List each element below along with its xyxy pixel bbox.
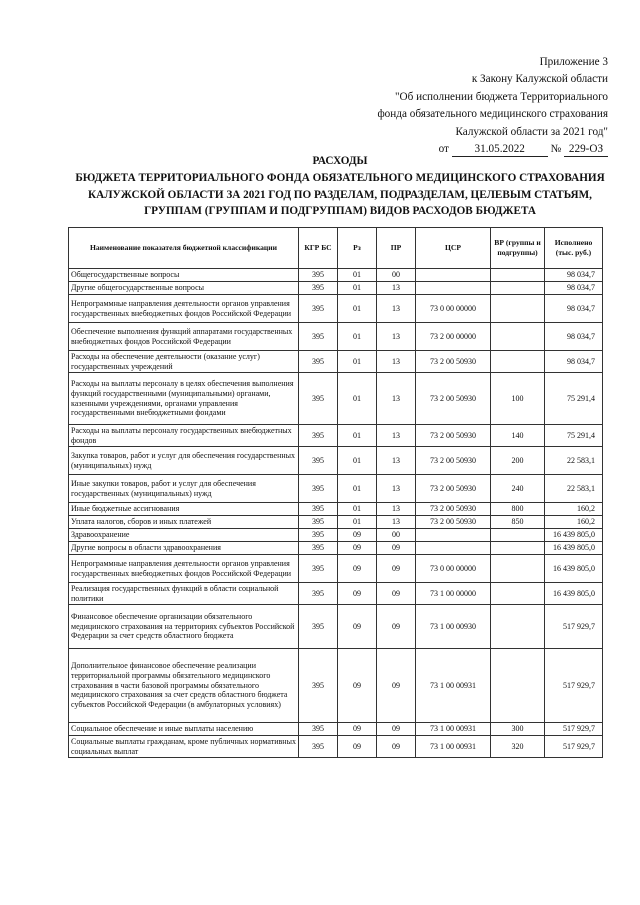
cell-name: Расходы на выплаты персоналу в целях обеспечения выполнения функций государственными (муниципальными) органами, казенными учреждениями, органами управления государственными внебюджетными фондами [69,373,299,425]
title-line-3: ГРУППАМ (ГРУППАМ И ПОДГРУППАМ) ВИДОВ РАСХОДОВ БЮДЖЕТА [144,205,536,218]
table-row [69,736,603,758]
cell-name: Социальное обеспечение и иные выплаты населению [69,723,299,736]
cell-pr: 09 [377,605,416,649]
cell-pr: 09 [377,555,416,583]
appendix-law-reference: к Закону Калужской области [471,73,608,86]
header-kgrbs: КГР БС [299,228,338,269]
appendix-header [377,54,608,158]
title-line-2: КАЛУЖСКОЙ ОБЛАСТИ ЗА 2021 ГОД ПО РАЗДЕЛАМ, ПОДРАЗДЕЛАМ, ЦЕЛЕВЫМ СТАТЬЯМ, [88,188,592,201]
cell-csr [416,282,491,295]
cell-vr [491,282,545,295]
cell-pr: 09 [377,542,416,555]
cell-amount: 22 583,1 [545,447,603,475]
title-line-1: БЮДЖЕТА ТЕРРИТОРИАЛЬНОГО ФОНДА ОБЯЗАТЕЛЬНОГО МЕДИЦИНСКОГО СТРАХОВАНИЯ [75,172,605,185]
cell-rz: 01 [338,323,377,351]
table-row [69,373,603,425]
expenses-table [68,227,603,758]
cell-pr: 13 [377,516,416,529]
cell-name: Обеспечение выполнения функций аппаратами государственных внебюджетных фондов Российской Федерации [69,323,299,351]
cell-csr: 73 2 00 50930 [416,447,491,475]
cell-amount: 160,2 [545,516,603,529]
cell-kgrbs: 395 [299,323,338,351]
cell-csr: 73 2 00 50930 [416,351,491,373]
cell-rz: 09 [338,542,377,555]
cell-name: Уплата налогов, сборов и иных платежей [69,516,299,529]
cell-csr: 73 2 00 00000 [416,323,491,351]
cell-kgrbs: 395 [299,529,338,542]
cell-vr [491,649,545,723]
cell-csr: 73 1 00 00931 [416,736,491,758]
cell-vr [491,542,545,555]
cell-pr: 13 [377,351,416,373]
cell-rz: 09 [338,529,377,542]
cell-kgrbs: 395 [299,503,338,516]
cell-vr: 100 [491,373,545,425]
cell-amount: 98 034,7 [545,351,603,373]
header-csr: ЦСР [416,228,491,269]
cell-vr [491,323,545,351]
title-heading: РАСХОДЫ [312,155,368,167]
cell-csr: 73 2 00 50930 [416,425,491,447]
cell-csr: 73 0 00 00000 [416,295,491,323]
cell-pr: 09 [377,583,416,605]
cell-pr: 09 [377,649,416,723]
cell-amount: 98 034,7 [545,282,603,295]
cell-pr: 00 [377,529,416,542]
cell-vr [491,555,545,583]
cell-kgrbs: 395 [299,542,338,555]
cell-name: Расходы на выплаты персоналу государственных внебюджетных фондов [69,425,299,447]
cell-csr: 73 1 00 00930 [416,605,491,649]
cell-kgrbs: 395 [299,447,338,475]
cell-pr: 13 [377,425,416,447]
table-row [69,269,603,282]
document-title [60,153,620,220]
cell-pr: 13 [377,323,416,351]
cell-rz: 09 [338,736,377,758]
cell-vr: 850 [491,516,545,529]
cell-rz: 01 [338,351,377,373]
cell-rz: 09 [338,605,377,649]
cell-rz: 01 [338,516,377,529]
cell-rz: 01 [338,425,377,447]
table-row [69,516,603,529]
cell-name: Общегосударственные вопросы [69,269,299,282]
cell-kgrbs: 395 [299,475,338,503]
cell-rz: 09 [338,723,377,736]
cell-kgrbs: 395 [299,351,338,373]
table-row [69,529,603,542]
cell-pr: 13 [377,475,416,503]
cell-vr: 300 [491,723,545,736]
cell-name: Непрограммные направления деятельности органов управления государственных внебюджетных фондов Российской Федерации [69,555,299,583]
cell-pr: 00 [377,269,416,282]
table-row [69,583,603,605]
cell-amount: 517 929,7 [545,736,603,758]
cell-vr [491,295,545,323]
cell-rz: 09 [338,583,377,605]
table-header-row [69,228,603,269]
table-row [69,649,603,723]
law-number: 229-ОЗ [564,143,608,157]
table-row [69,475,603,503]
cell-amount: 98 034,7 [545,269,603,282]
table-row [69,425,603,447]
cell-kgrbs: 395 [299,736,338,758]
cell-csr [416,542,491,555]
cell-name: Иные бюджетные ассигнования [69,503,299,516]
cell-kgrbs: 395 [299,723,338,736]
cell-csr: 73 1 00 00000 [416,583,491,605]
from-label: от [438,143,449,156]
cell-name: Другие общегосударственные вопросы [69,282,299,295]
cell-vr [491,605,545,649]
cell-rz: 01 [338,373,377,425]
table-row [69,555,603,583]
cell-amount: 16 439 805,0 [545,583,603,605]
table-row [69,503,603,516]
table-row [69,295,603,323]
table-row [69,723,603,736]
cell-vr: 320 [491,736,545,758]
cell-amount: 98 034,7 [545,323,603,351]
cell-name: Финансовое обеспечение организации обязательного медицинского страхования на территориях субъектов Российской Федерации за счет средств областного бюджета [69,605,299,649]
cell-kgrbs: 395 [299,373,338,425]
cell-pr: 09 [377,723,416,736]
cell-kgrbs: 395 [299,583,338,605]
cell-csr: 73 2 00 50930 [416,475,491,503]
cell-pr: 13 [377,282,416,295]
cell-amount: 16 439 805,0 [545,529,603,542]
cell-kgrbs: 395 [299,295,338,323]
appendix-law-title-3: Калужской области за 2021 год" [455,125,608,138]
cell-name: Иные закупки товаров, работ и услуг для обеспечения государственных (муниципальных) нужд [69,475,299,503]
cell-csr: 73 1 00 00931 [416,723,491,736]
appendix-number: Приложение 3 [539,56,608,68]
cell-kgrbs: 395 [299,516,338,529]
cell-vr: 200 [491,447,545,475]
cell-csr [416,529,491,542]
number-label: № [550,143,562,156]
appendix-law-title-1: "Об исполнении бюджета Территориального [394,90,608,103]
cell-pr: 13 [377,447,416,475]
cell-kgrbs: 395 [299,605,338,649]
cell-amount: 517 929,7 [545,649,603,723]
cell-name: Непрограммные направления деятельности органов управления государственных внебюджетных фондов Российской Федерации [69,295,299,323]
cell-name: Социальные выплаты гражданам, кроме публичных нормативных социальных выплат [69,736,299,758]
cell-csr: 73 0 00 00000 [416,555,491,583]
cell-vr: 240 [491,475,545,503]
cell-amount: 517 929,7 [545,605,603,649]
header-name: Наименование показателя бюджетной классификации [69,228,299,269]
cell-amount: 22 583,1 [545,475,603,503]
cell-pr: 13 [377,295,416,323]
cell-name: Расходы на обеспечение деятельности (оказание услуг) государственных учреждений [69,351,299,373]
cell-rz: 01 [338,503,377,516]
cell-name: Здравоохранение [69,529,299,542]
header-executed: Исполнено (тыс. руб.) [545,228,603,269]
cell-amount: 160,2 [545,503,603,516]
table-row [69,542,603,555]
cell-kgrbs: 395 [299,269,338,282]
cell-csr: 73 1 00 00931 [416,649,491,723]
law-date: 31.05.2022 [452,143,548,157]
cell-csr: 73 2 00 50930 [416,373,491,425]
cell-rz: 01 [338,447,377,475]
cell-amount: 16 439 805,0 [545,542,603,555]
cell-vr [491,583,545,605]
cell-rz: 01 [338,282,377,295]
header-rz: Рз [338,228,377,269]
cell-kgrbs: 395 [299,649,338,723]
cell-csr: 73 2 00 50930 [416,516,491,529]
cell-kgrbs: 395 [299,282,338,295]
table-row [69,605,603,649]
cell-vr [491,269,545,282]
cell-amount: 517 929,7 [545,723,603,736]
cell-csr: 73 2 00 50930 [416,503,491,516]
cell-rz: 01 [338,269,377,282]
cell-amount: 98 034,7 [545,295,603,323]
cell-kgrbs: 395 [299,555,338,583]
cell-rz: 09 [338,555,377,583]
cell-amount: 75 291,4 [545,373,603,425]
cell-name: Дополнительное финансовое обеспечение реализации территориальной программы обязательного медицинского страхования в части базовой программы обязательного медицинского страхования за счет средств областного бюджета субъектов Российской Федерации (в амбулаторных условиях) [69,649,299,723]
cell-name: Другие вопросы в области здравоохранения [69,542,299,555]
cell-amount: 75 291,4 [545,425,603,447]
cell-pr: 13 [377,503,416,516]
cell-rz: 09 [338,649,377,723]
header-pr: ПР [377,228,416,269]
table-row [69,323,603,351]
cell-rz: 01 [338,295,377,323]
table-row [69,351,603,373]
table-row [69,447,603,475]
cell-name: Реализация государственных функций в области социальной политики [69,583,299,605]
cell-kgrbs: 395 [299,425,338,447]
appendix-law-title-2: фонда обязательного медицинского страхования [377,108,608,121]
cell-pr: 13 [377,373,416,425]
cell-pr: 09 [377,736,416,758]
cell-vr [491,351,545,373]
cell-rz: 01 [338,475,377,503]
cell-vr: 800 [491,503,545,516]
cell-vr [491,529,545,542]
cell-csr [416,269,491,282]
cell-name: Закупка товаров, работ и услуг для обеспечения государственных (муниципальных) нужд [69,447,299,475]
table-row [69,282,603,295]
header-vr: ВР (группы и подгруппы) [491,228,545,269]
cell-vr: 140 [491,425,545,447]
cell-amount: 16 439 805,0 [545,555,603,583]
